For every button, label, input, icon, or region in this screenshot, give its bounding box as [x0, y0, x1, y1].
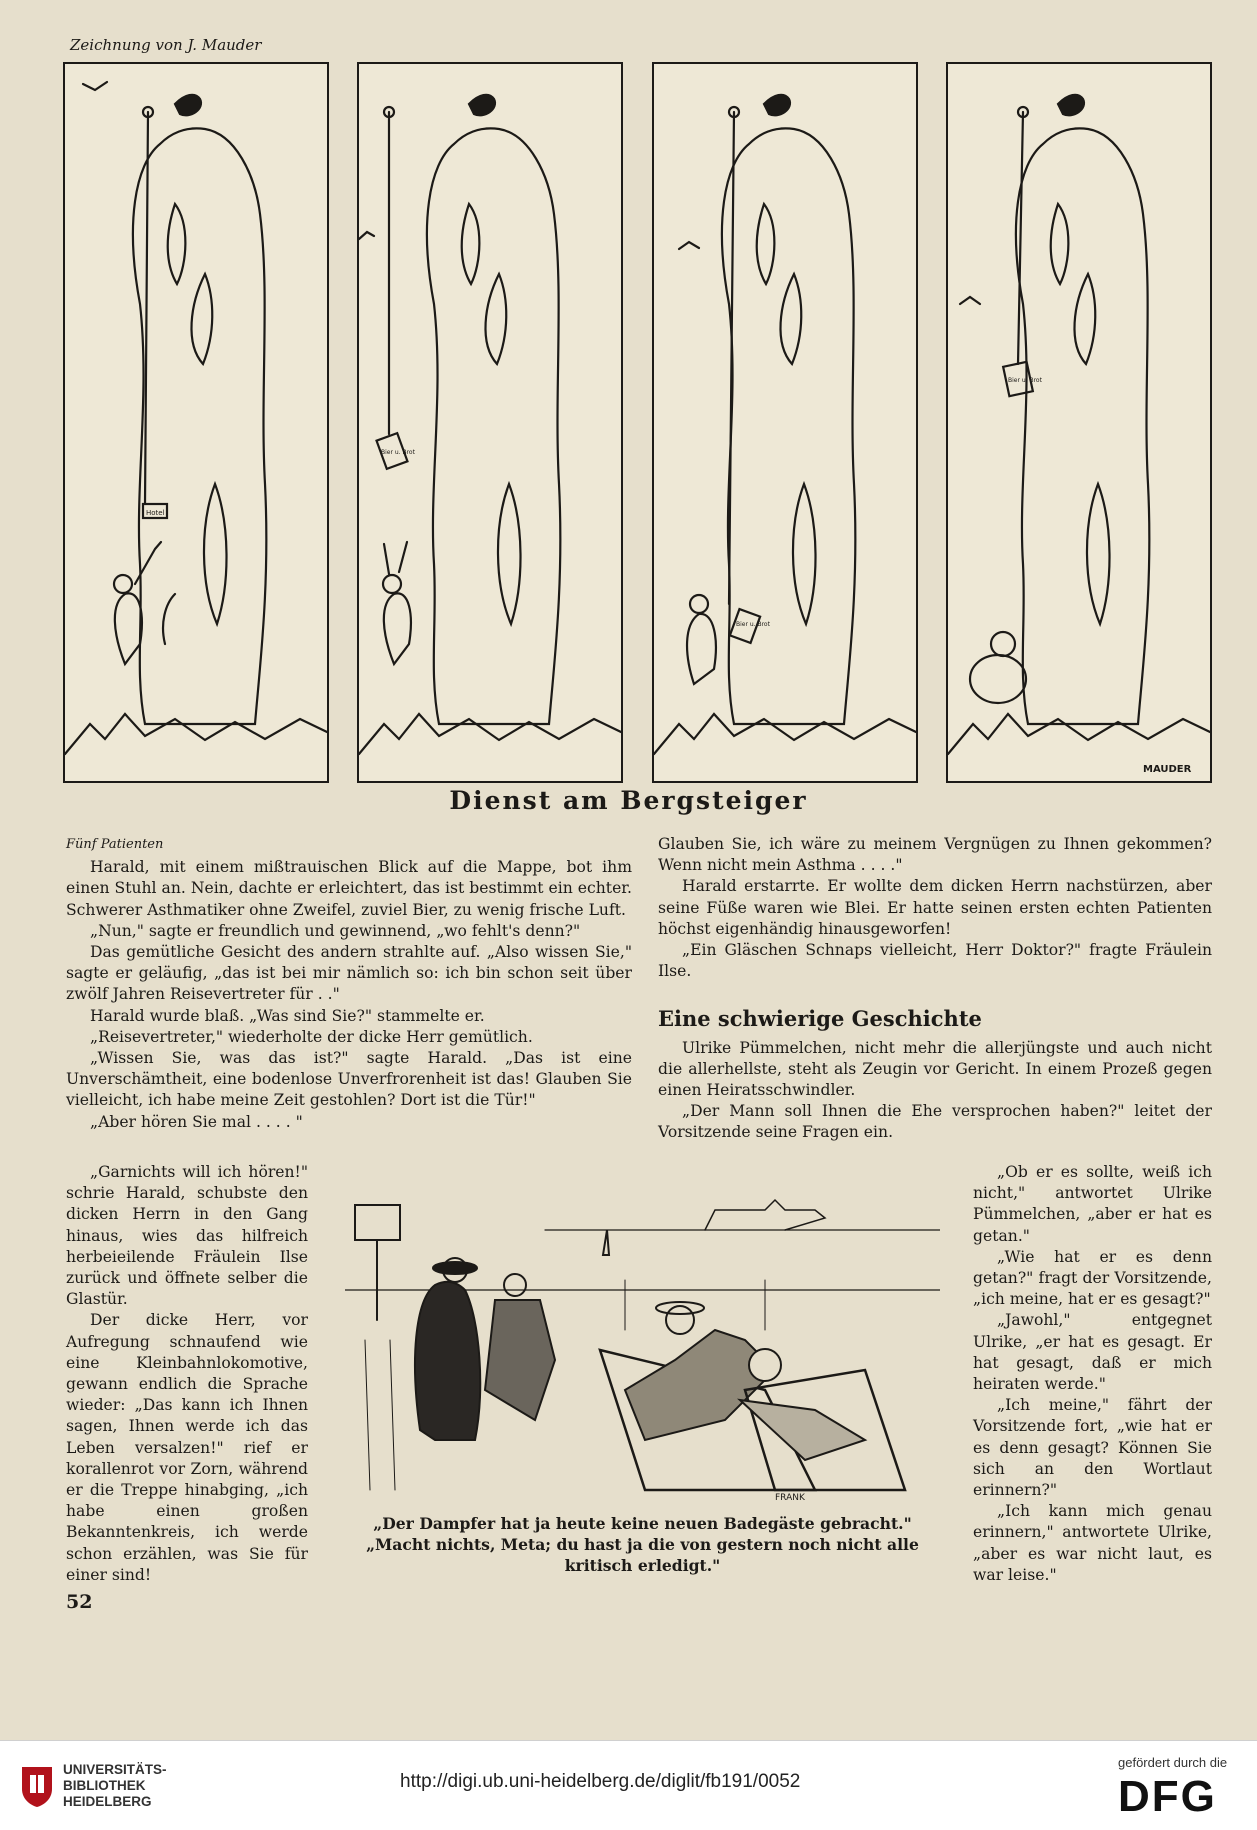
- university-logo-icon: [18, 1763, 56, 1809]
- university-name-line-2: BIBLIOTHEK: [63, 1778, 146, 1793]
- story1-paragraph: „Wissen Sie, was das ist?" sagte Harald. „Das ist eine Unverschämtheit, eine bodenlose Unverfrorenheit ist das! Glauben Sie vielleicht, ich habe meine Zeit gestohlen? Dort ist die Tür!": [66, 1049, 632, 1110]
- story1-paragraph: „Aber hören Sie mal . . . . ": [90, 1112, 303, 1131]
- document-url-link[interactable]: http://digi.ub.uni-heidelberg.de/diglit/fb191/0052: [400, 1771, 801, 1792]
- story1-paragraph: „Nun," sagte er freundlich und gewinnend, „wo fehlt's denn?": [90, 921, 581, 940]
- story2-paragraph: „Ob er es sollte, weiß ich nicht," antwortet Ulrike Pümmelchen, „aber er hat es getan.": [973, 1163, 1212, 1245]
- story2-paragraph: „Ich meine," fährt der Vorsitzende fort, „wie hat er es denn gesagt? Können Sie sich an den Wortlaut erinnern?": [973, 1396, 1212, 1500]
- comic-title: Dienst am Bergsteiger: [449, 786, 808, 815]
- story1-paragraph: Harald wurde blaß. „Was sind Sie?" stammelte er.: [90, 1006, 485, 1025]
- university-name-line-3: HEIDELBERG: [63, 1794, 152, 1809]
- story1-paragraph: Harald, mit einem mißtrauischen Blick auf die Mappe, bot ihm einen Stuhl an. Nein, dachte er erleichtert, das ist bestimmt ein echter. Schwerer Asthmatiker ohne Zweifel, zuviel Bier, zu wenig frische Luft.: [66, 858, 632, 919]
- cartoon-caption: [345, 1513, 940, 1576]
- comic-panel-4: [946, 62, 1212, 783]
- story1-paragraph: Harald erstarrte. Er wollte dem dicken Herrn nachstürzen, aber seine Füße waren wie Blei. Er hatte seinen ersten echten Patienten höchst eigenhändig hinausgeworfen!: [658, 877, 1212, 938]
- story2-paragraph: „Wie hat er es denn getan?" fragt der Vorsitzende, „ich meine, hat er es gesagt?": [973, 1247, 1212, 1309]
- box-label-1: Hotel: [146, 509, 165, 517]
- dfg-logo: DFG: [1118, 1772, 1217, 1821]
- caption-line-3: kritisch erledigt.": [564, 1556, 721, 1575]
- hotel-box: [143, 504, 167, 518]
- box-label-4: Bier u. Brot: [1008, 377, 1042, 384]
- cartoon-signature: FRANK: [775, 1493, 805, 1503]
- beach-cartoon: [345, 1190, 940, 1508]
- drawing-credit: Zeichnung von J. Mauder: [70, 36, 262, 54]
- story1-paragraph: „Garnichts will ich hören!" schrie Harald, schubste den dicken Herrn in den Gang hinaus, wies das hilfreich herbeieilende Fräulein Ilse zurück und öffnete selber die Glastür.: [66, 1163, 308, 1309]
- story2-paragraph: Ulrike Pümmelchen, nicht mehr die allerjüngste und auch nicht die allerhellste, steht als Zeugin vor Gericht. In einem Prozeß gegen einen Heiratsschwindler.: [658, 1038, 1212, 1100]
- story2-title: Eine schwierige Geschichte: [658, 1006, 982, 1032]
- story1-paragraph: Glauben Sie, ich wäre zu meinem Vergnügen zu Ihnen gekommen? Wenn nicht mein Asthma . . . .": [658, 835, 1212, 875]
- footer-bar: [0, 1740, 1257, 1830]
- story1-paragraph: Der dicke Herr, vor Aufregung schnaufend wie eine Kleinbahnlokomotive, gewann endlich die Sprache wieder: „Das kann ich Ihnen sagen, Ihnen werde ich das Leben versalzen!" rief er korallenrot vor Zorn, während er die Treppe hinabging, „ich habe einen großen Bekanntenkreis, ich werde schon erzählen, was Sie für einer sind!: [66, 1311, 308, 1584]
- funded-by-label: gefördert durch die: [1118, 1755, 1228, 1770]
- story1-label: Fünf Patienten: [66, 837, 164, 852]
- story2-narrow-column: [973, 1162, 1212, 1586]
- university-name-line-1: UNIVERSITÄTS-: [63, 1762, 167, 1777]
- story1-left-column: [66, 834, 632, 1133]
- university-name: [63, 1762, 167, 1810]
- story2-paragraph: „Der Mann soll Ihnen die Ehe versprochen haben?" leitet der Vorsitzende seine Fragen ein.: [658, 1102, 1212, 1142]
- story1-paragraph: „Ein Gläschen Schnaps vielleicht, Herr Doktor?" fragte Fräulein Ilse.: [658, 941, 1212, 981]
- story1-paragraph: „Reisevertreter," wiederholte der dicke Herr gemütlich.: [90, 1027, 533, 1046]
- comic-panel-1: [63, 62, 329, 783]
- caption-line-2: „Macht nichts, Meta; du hast ja die von gestern noch nicht alle: [366, 1535, 919, 1554]
- caption-line-1: „Der Dampfer hat ja heute keine neuen Badegäste gebracht.": [373, 1514, 912, 1533]
- story2-paragraph: „Jawohl," entgegnet Ulrike, „er hat es gesagt. Er hat gesagt, daß er mich heiraten werde.": [973, 1311, 1212, 1394]
- story1-narrow-column: [66, 1162, 308, 1586]
- comic-signature: MAUDER: [1143, 764, 1192, 775]
- comic-panel-2: [357, 62, 623, 783]
- page-number: 52: [66, 1591, 93, 1613]
- box-label-3: Bier u. Brot: [736, 621, 770, 628]
- story1-paragraph: Das gemütliche Gesicht des andern strahlte auf. „Also wissen Sie," sagte er geläufig, „das ist bei mir nämlich so: ich bin schon seit über zwölf Jahren Reisevertreter für . .": [66, 943, 632, 1004]
- story2-paragraph: „Ich kann mich genau erinnern," antwortete Ulrike, „aber es war nicht laut, es war leise.": [973, 1502, 1212, 1584]
- box-label-2: Bier u. Brot: [381, 449, 415, 456]
- comic-panel-3: [652, 62, 918, 783]
- right-column: [658, 834, 1212, 1144]
